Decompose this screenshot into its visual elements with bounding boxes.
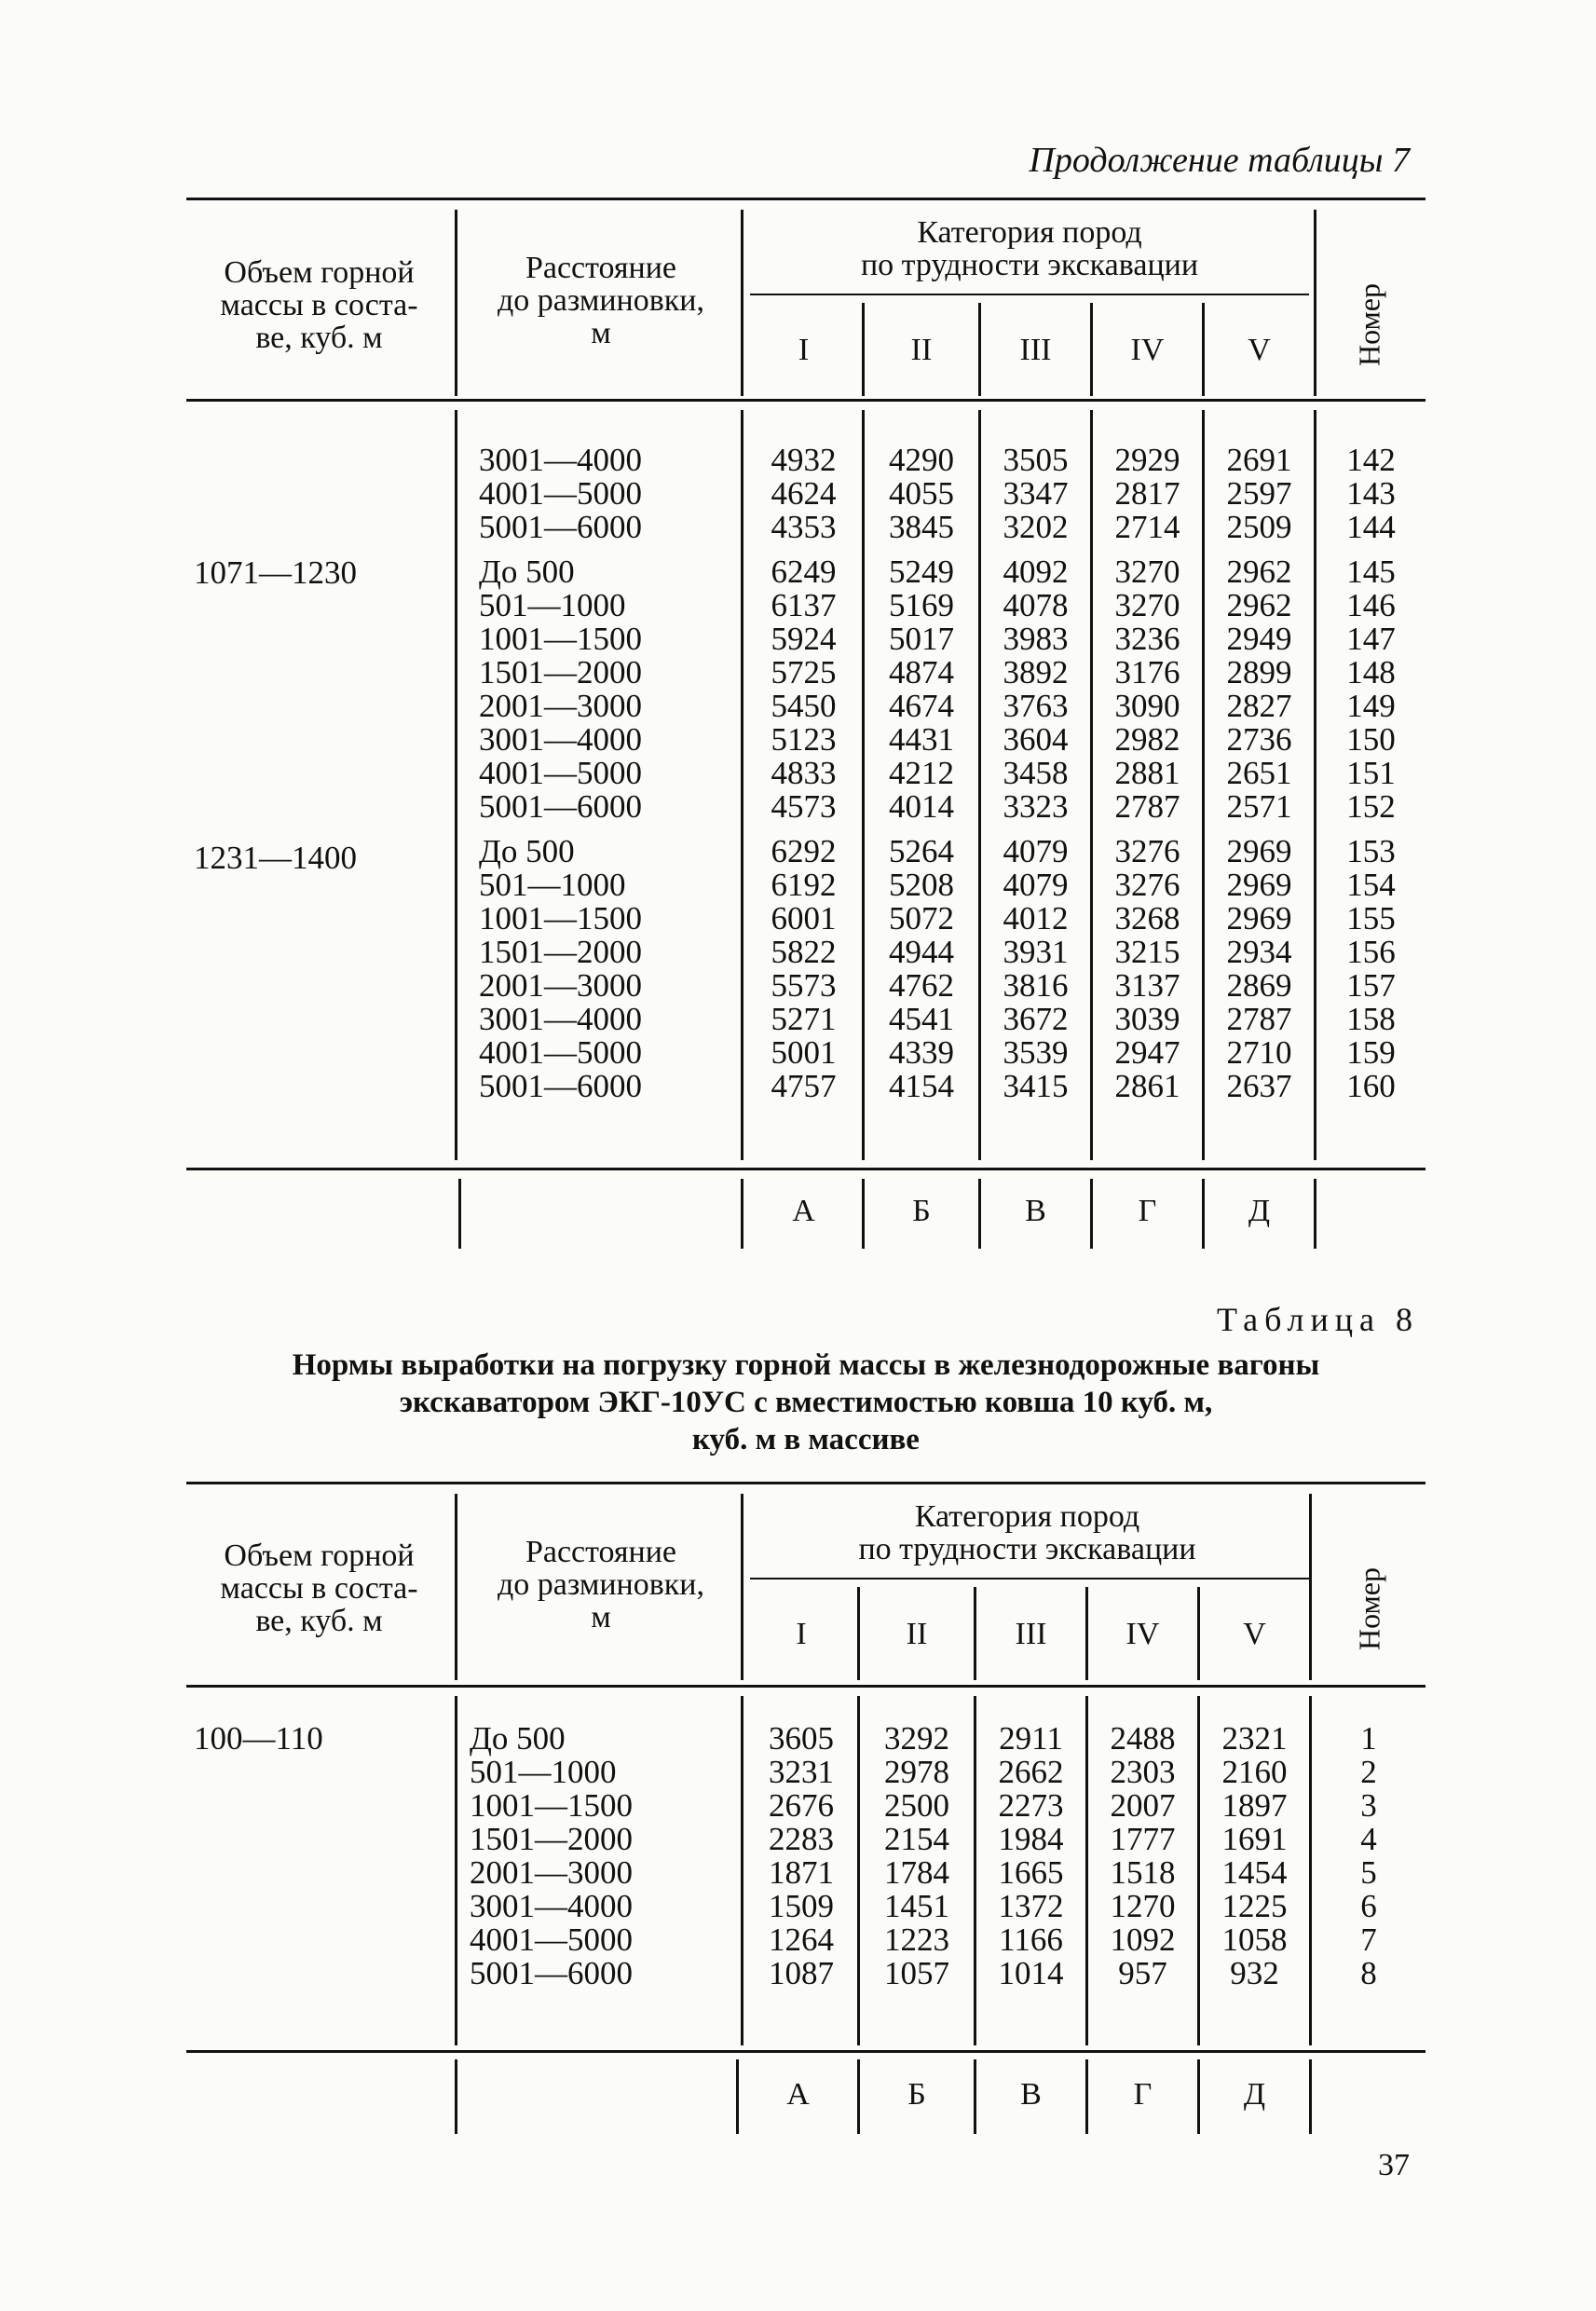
table-cell: 2500	[884, 1787, 949, 1824]
table-cell: 2303	[1110, 1754, 1176, 1790]
table-cell: 4762	[889, 967, 954, 1004]
table-cell: 1001—1500	[479, 621, 642, 657]
cat-2-column	[860, 1722, 974, 1990]
table-cell: 8	[1360, 1955, 1377, 1991]
table-cell: 1372	[998, 1888, 1064, 1924]
footer-letter-d: Д	[1248, 1194, 1271, 1228]
table-cell: 1984	[998, 1821, 1064, 1857]
table-cell: 4757	[771, 1068, 837, 1104]
table-cell: 1223	[884, 1921, 949, 1958]
table-cell: 2488	[1110, 1720, 1176, 1757]
table-cell: 3268	[1114, 900, 1180, 937]
table-cell: 4944	[889, 934, 954, 970]
table-cell: 3292	[884, 1720, 949, 1757]
cat-4-column	[1088, 1722, 1197, 1990]
table-cell: 2001—3000	[479, 967, 642, 1004]
table-cell: 1777	[1110, 1821, 1176, 1857]
table-cell: 143	[1346, 475, 1396, 512]
distance-column	[470, 1722, 633, 1990]
table-cell: 1001—1500	[479, 900, 642, 937]
table-cell: 152	[1346, 788, 1396, 825]
table-bottom-rule	[186, 2050, 1425, 2053]
table-cell: 1225	[1221, 1888, 1288, 1924]
table-cell: 4001—5000	[479, 1034, 642, 1071]
table-cell: 2911	[999, 1720, 1063, 1757]
table-cell: 2651	[1226, 755, 1292, 791]
table-cell: 4078	[1003, 587, 1069, 623]
table-cell: 154	[1346, 867, 1396, 903]
table-cell: 2273	[998, 1787, 1064, 1824]
table-cell: 148	[1346, 654, 1396, 691]
header-cat-1: I	[798, 333, 810, 367]
v-rule	[1314, 1179, 1316, 1249]
v-rule	[741, 410, 743, 1160]
table-cell: 3892	[1003, 654, 1069, 691]
table-cell: 4055	[889, 475, 954, 512]
table-cell: 4932	[771, 442, 837, 478]
table-cell: 3001—4000	[479, 1001, 642, 1037]
table-cell: 4674	[889, 688, 954, 724]
table-cell: 1166	[999, 1921, 1063, 1958]
table-cell: 3202	[1003, 509, 1069, 545]
table-cell: 2001—3000	[479, 688, 642, 724]
table-cell: 1058	[1221, 1921, 1288, 1958]
table-cell: До 500	[479, 833, 575, 869]
table-cell: 147	[1346, 621, 1396, 657]
table-bottom-rule	[186, 1168, 1425, 1170]
table-cell: 501—1000	[479, 867, 626, 903]
table-cell: 2899	[1226, 654, 1292, 691]
table-cell: 5924	[771, 621, 837, 657]
table-cell: 2949	[1226, 621, 1292, 657]
category-rule	[750, 294, 1309, 295]
table-cell: 2710	[1226, 1034, 1292, 1071]
table-cell: 4624	[771, 475, 837, 512]
table-cell: 1451	[884, 1888, 949, 1924]
v-rule	[458, 1179, 461, 1249]
table-8-title: Нормы выработки на погрузку горной массы в железнодорожные вагоны экскаватором ЭКГ-10УС с вместимостью ковша 10 куб. м, куб. м в массиве	[292, 1348, 1320, 1456]
footer-letter-b: Б	[912, 1194, 931, 1228]
table-cell: 2969	[1226, 833, 1292, 869]
table-cell: 4833	[771, 755, 837, 791]
table-cell: 1264	[769, 1921, 834, 1958]
table-cell: 5001—6000	[479, 1068, 642, 1104]
table-cell: 4353	[771, 509, 837, 545]
table-cell: 1014	[998, 1955, 1064, 1991]
table-cell: 3270	[1114, 554, 1180, 590]
header-number: Номер	[1352, 283, 1386, 366]
table-cell: 3276	[1114, 833, 1180, 869]
table-cell: 4092	[1003, 554, 1069, 590]
footer-letter-a: А	[792, 1194, 815, 1228]
group-volume-1: 1071—1230	[194, 554, 357, 591]
table-cell: 3604	[1003, 721, 1069, 758]
table-cell: 1518	[1110, 1854, 1176, 1891]
table-cell: 2001—3000	[470, 1854, 633, 1891]
table-cell: До 500	[479, 554, 575, 590]
table-cell: 2714	[1114, 509, 1180, 545]
cat-2-column	[865, 444, 978, 1103]
table-cell: 2662	[998, 1754, 1064, 1790]
v-rule	[1309, 2059, 1312, 2134]
table-cell: 2154	[884, 1821, 949, 1857]
v-rule	[455, 2059, 457, 2134]
table-cell: 1871	[769, 1854, 834, 1891]
table-cell: 2827	[1226, 688, 1292, 724]
header-distance: Расстояние до разминовки, м	[497, 1535, 704, 1634]
footer-letter-g: Г	[1133, 2077, 1153, 2112]
table-cell: 149	[1346, 688, 1396, 724]
v-rule	[741, 1696, 743, 2045]
table-cell: 3236	[1114, 621, 1180, 657]
table-cell: 2509	[1226, 509, 1292, 545]
table-cell: 5001—6000	[479, 788, 642, 825]
table-cell: 2160	[1221, 1754, 1288, 1790]
table-cell: 5725	[771, 654, 837, 691]
table-cell: 3270	[1114, 587, 1180, 623]
table-cell: 3	[1360, 1787, 1377, 1824]
table-cell: 5123	[771, 721, 837, 758]
header-volume: Объем горной массы в соста- ве, куб. м	[220, 1538, 418, 1638]
table-cell: 6001	[771, 900, 837, 937]
table-cell: 1454	[1221, 1854, 1288, 1891]
table-cell: 1501—2000	[479, 654, 642, 691]
footer-letter-v: В	[1020, 2077, 1042, 2112]
table-cell: 151	[1346, 755, 1396, 791]
table-cell: До 500	[470, 1720, 566, 1757]
table-cell: 3931	[1003, 934, 1069, 970]
table-cell: 3983	[1003, 621, 1069, 657]
distance-column	[479, 444, 642, 1103]
table-cell: 5573	[771, 967, 837, 1004]
table-cell: 5249	[889, 554, 954, 590]
table-cell: 2007	[1110, 1787, 1176, 1824]
table-cell: 155	[1346, 900, 1396, 937]
table-cell: 4001—5000	[479, 475, 642, 512]
table-cell: 157	[1346, 967, 1396, 1004]
table-cell: 4154	[889, 1068, 954, 1104]
v-rule	[741, 1494, 743, 1680]
table-cell: 2969	[1226, 900, 1292, 937]
table-cell: 5450	[771, 688, 837, 724]
v-rule	[741, 1179, 743, 1249]
table-cell: 2934	[1226, 934, 1292, 970]
table-cell: 3505	[1003, 442, 1069, 478]
table-cell: 160	[1346, 1068, 1396, 1104]
header-cat-3: III	[1019, 333, 1052, 367]
table-cell: 2321	[1221, 1720, 1288, 1757]
footer-letter-d: Д	[1243, 2077, 1266, 2112]
number-column	[1312, 1722, 1425, 1990]
table-cell: 2962	[1226, 587, 1292, 623]
table-cell: 1665	[998, 1854, 1064, 1891]
table-cell: 3215	[1114, 934, 1180, 970]
table-cell: 4874	[889, 654, 954, 691]
table-cell: 4001—5000	[470, 1921, 633, 1958]
table-cell: 3137	[1114, 967, 1180, 1004]
table-cell: 1087	[769, 1955, 834, 1991]
table-cell: 2736	[1226, 721, 1292, 758]
table-cell: 5	[1360, 1854, 1377, 1891]
table-cell: 4079	[1003, 867, 1069, 903]
table-cell: 957	[1118, 1955, 1167, 1991]
table-cell: 3845	[889, 509, 954, 545]
table-cell: 4212	[889, 755, 954, 791]
table-cell: 158	[1346, 1001, 1396, 1037]
table-cell: 1784	[884, 1854, 949, 1891]
table-cell: 4290	[889, 442, 954, 478]
v-rule	[741, 210, 743, 396]
table-cell: 146	[1346, 587, 1396, 623]
v-rule	[455, 210, 457, 396]
group-volume: 100—110	[194, 1720, 323, 1757]
table-cell: 1501—2000	[479, 934, 642, 970]
continuation-title: Продолжение таблицы 7	[1029, 141, 1410, 180]
table-cell: 2929	[1114, 442, 1180, 478]
table-cell: 4	[1360, 1821, 1377, 1857]
footer-letter-b: Б	[907, 2077, 926, 2112]
cat-3-column	[981, 444, 1090, 1103]
table-cell: 2881	[1114, 755, 1180, 791]
group-volume-2: 1231—1400	[194, 840, 357, 876]
table-cell: 5271	[771, 1001, 837, 1037]
table-cell: 144	[1346, 509, 1396, 545]
header-bottom-rule	[186, 399, 1425, 402]
header-volume: Объем горной массы в соста- ве, куб. м	[220, 255, 418, 355]
table-cell: 6249	[771, 554, 837, 590]
table-cell: 2676	[769, 1787, 834, 1824]
table-cell: 6	[1360, 1888, 1377, 1924]
table-cell: 5822	[771, 934, 837, 970]
table-cell: 2637	[1226, 1068, 1292, 1104]
table-cell: 2869	[1226, 967, 1292, 1004]
table-cell: 1501—2000	[470, 1821, 633, 1857]
table-cell: 501—1000	[479, 587, 626, 623]
table-cell: 3090	[1114, 688, 1180, 724]
table-cell: 2597	[1226, 475, 1292, 512]
table-cell: 4573	[771, 788, 837, 825]
table-cell: 3672	[1003, 1001, 1069, 1037]
table-cell: 159	[1346, 1034, 1396, 1071]
table-top-rule	[186, 198, 1425, 200]
v-rule	[1314, 210, 1316, 396]
table-cell: 153	[1346, 833, 1396, 869]
header-cat-2: II	[910, 333, 933, 367]
table-cell: 3176	[1114, 654, 1180, 691]
table-cell: 6292	[771, 833, 837, 869]
table-cell: 1092	[1110, 1921, 1176, 1958]
table-cell: 5001	[771, 1034, 837, 1071]
header-cat-4: IV	[1125, 1617, 1160, 1651]
table-cell: 2982	[1114, 721, 1180, 758]
table-cell: 1001—1500	[470, 1787, 633, 1824]
table-cell: 5017	[889, 621, 954, 657]
table-cell: 3539	[1003, 1034, 1069, 1071]
table-cell: 2	[1360, 1754, 1377, 1790]
table-cell: 3605	[769, 1720, 834, 1757]
page-number: 37	[1378, 2148, 1410, 2182]
table-cell: 4014	[889, 788, 954, 825]
v-rule	[455, 410, 457, 1160]
category-rule	[750, 1578, 1309, 1579]
header-bottom-rule	[186, 1685, 1425, 1688]
cat-1-column	[745, 444, 862, 1103]
table-cell: 4001—5000	[479, 755, 642, 791]
table-cell: 3323	[1003, 788, 1069, 825]
table-cell: 2787	[1226, 1001, 1292, 1037]
header-category: Категория пород по трудности экскавации	[860, 215, 1199, 282]
cat-4-column	[1093, 444, 1202, 1103]
table-cell: 142	[1346, 442, 1396, 478]
table-cell: 3763	[1003, 688, 1069, 724]
footer-letter-v: В	[1025, 1194, 1046, 1228]
table-cell: 1270	[1110, 1888, 1176, 1924]
header-cat-5: V	[1248, 333, 1271, 367]
table-cell: 4012	[1003, 900, 1069, 937]
table-cell: 2817	[1114, 475, 1180, 512]
cat-5-column	[1205, 444, 1314, 1103]
table-cell: 150	[1346, 721, 1396, 758]
header-cat-4: IV	[1130, 333, 1165, 367]
header-cat-3: III	[1015, 1617, 1047, 1651]
table-cell: 2978	[884, 1754, 949, 1790]
table-cell: 2861	[1114, 1068, 1180, 1104]
table-cell: 3039	[1114, 1001, 1180, 1037]
v-rule	[455, 1494, 457, 1680]
table-cell: 3001—4000	[479, 721, 642, 758]
table-cell: 156	[1346, 934, 1396, 970]
header-cat-5: V	[1243, 1617, 1266, 1651]
header-cat-1: I	[796, 1617, 807, 1651]
number-column	[1316, 444, 1425, 1103]
table-cell: 2969	[1226, 867, 1292, 903]
cat-5-column	[1200, 1722, 1309, 1990]
table-cell: 3347	[1003, 475, 1069, 512]
table-cell: 932	[1230, 1955, 1279, 1991]
table-cell: 5001—6000	[470, 1955, 633, 1991]
table-cell: 3415	[1003, 1068, 1069, 1104]
table-8-label: Таблица 8	[1217, 1301, 1419, 1338]
table-cell: 2691	[1226, 442, 1292, 478]
table-cell: 7	[1360, 1921, 1377, 1958]
table-cell: 3231	[769, 1754, 834, 1790]
table-cell: 1	[1360, 1720, 1377, 1757]
cat-1-column	[745, 1722, 857, 1990]
table-cell: 2283	[769, 1821, 834, 1857]
table-cell: 5072	[889, 900, 954, 937]
table-cell: 4431	[889, 721, 954, 758]
table-cell: 145	[1346, 554, 1396, 590]
cat-3-column	[976, 1722, 1085, 1990]
table-cell: 3001—4000	[479, 442, 642, 478]
table-cell: 6192	[771, 867, 837, 903]
v-rule	[455, 1696, 457, 2045]
table-cell: 5169	[889, 587, 954, 623]
header-distance: Расстояние до разминовки, м	[497, 251, 704, 350]
table-cell: 1691	[1221, 1821, 1288, 1857]
table-cell: 1509	[769, 1888, 834, 1924]
table-cell: 1897	[1221, 1787, 1288, 1824]
table-cell: 3816	[1003, 967, 1069, 1004]
table-cell: 501—1000	[470, 1754, 617, 1790]
table-cell: 6137	[771, 587, 837, 623]
table-cell: 3001—4000	[470, 1888, 633, 1924]
table-cell: 3276	[1114, 867, 1180, 903]
table-cell: 2787	[1114, 788, 1180, 825]
header-number: Номер	[1352, 1567, 1386, 1650]
table-cell: 5264	[889, 833, 954, 869]
footer-letter-g: Г	[1138, 1194, 1157, 1228]
table-top-rule	[186, 1482, 1425, 1484]
table-cell: 2962	[1226, 554, 1292, 590]
header-category: Категория пород по трудности экскавации	[858, 1499, 1196, 1566]
table-cell: 5001—6000	[479, 509, 642, 545]
table-cell: 2947	[1114, 1034, 1180, 1071]
table-cell: 1057	[884, 1955, 949, 1991]
v-rule	[1309, 1494, 1312, 1680]
table-cell: 3458	[1003, 755, 1069, 791]
header-cat-2: II	[906, 1617, 928, 1651]
table-cell: 4541	[889, 1001, 954, 1037]
table-cell: 2571	[1226, 788, 1292, 825]
table-cell: 4339	[889, 1034, 954, 1071]
table-cell: 5208	[889, 867, 954, 903]
footer-letter-a: А	[786, 2077, 810, 2112]
table-cell: 4079	[1003, 833, 1069, 869]
